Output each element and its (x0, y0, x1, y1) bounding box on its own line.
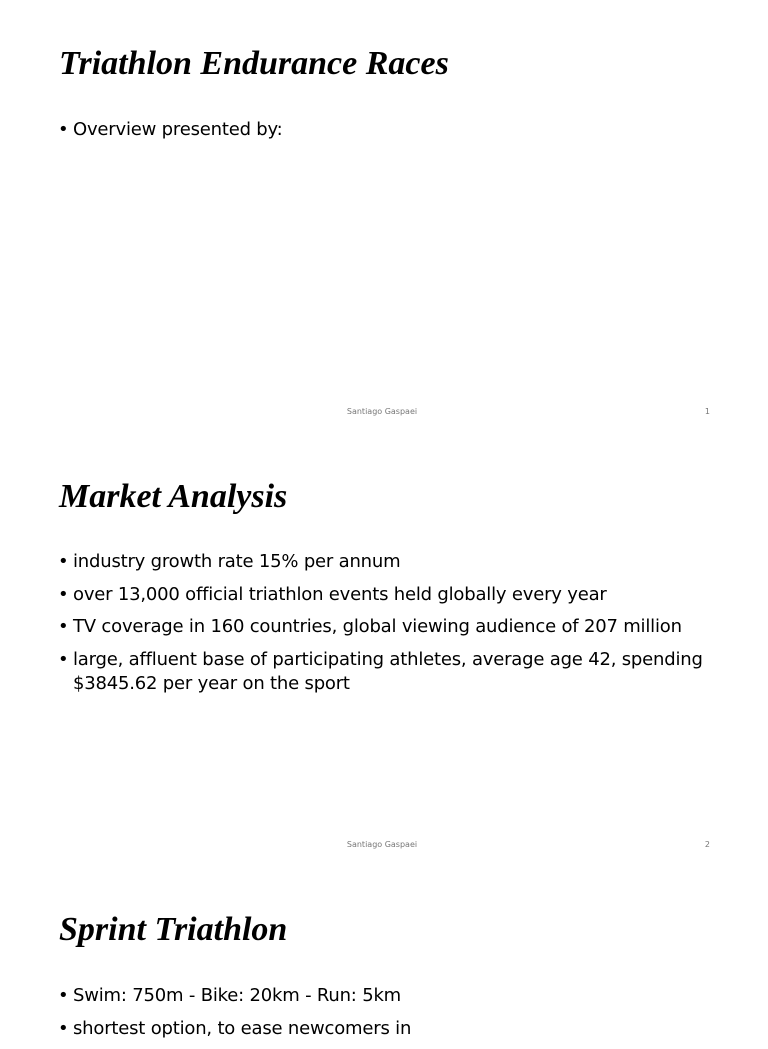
slide-title: Sprint Triathlon (59, 911, 288, 948)
bullet-text: industry growth rate 15% per annum (73, 551, 401, 572)
bullet-list (58, 118, 718, 151)
bullet-icon: • (58, 583, 69, 605)
bullet-text: TV coverage in 160 countries, global viewing audience of 207 million (73, 616, 682, 637)
slide-title: Market Analysis (59, 478, 288, 515)
bullet-icon: • (58, 648, 69, 670)
bullet-item (58, 1017, 718, 1041)
bullet-text: large, affluent base of participating athletes, average age 42, spending $3845.62 per year on the sport (73, 648, 703, 694)
bullet-item (58, 984, 718, 1008)
bullet-item (58, 118, 718, 142)
bullet-text: Overview presented by: (73, 119, 283, 140)
bullet-icon: • (58, 119, 69, 140)
bullet-list (58, 984, 718, 1049)
bullet-text: shortest option, to ease newcomers in (73, 1017, 412, 1039)
bullet-item (58, 550, 718, 574)
bullet-item (58, 583, 718, 607)
bullet-item (58, 615, 718, 639)
slide-title: Triathlon Endurance Races (59, 45, 449, 82)
bullet-icon: • (58, 616, 69, 637)
bullet-icon: • (58, 551, 69, 572)
slide-2 (0, 433, 768, 866)
bullet-text: over 13,000 official triathlon events held globally every year (73, 583, 607, 605)
slide-3 (0, 866, 768, 1039)
bullet-icon: • (58, 1017, 69, 1039)
slide-footer: Santiago Gaspaei (346, 840, 418, 849)
bullet-text: Swim: 750m - Bike: 20km - Run: 5km (73, 985, 402, 1006)
slide-number: 1 (704, 407, 710, 416)
bullet-list (58, 550, 718, 704)
slide-1 (0, 0, 768, 433)
bullet-item (58, 648, 718, 696)
slide-footer: Santiago Gaspaei (346, 407, 418, 416)
bullet-icon: • (58, 985, 69, 1006)
slide-number: 2 (704, 840, 710, 849)
